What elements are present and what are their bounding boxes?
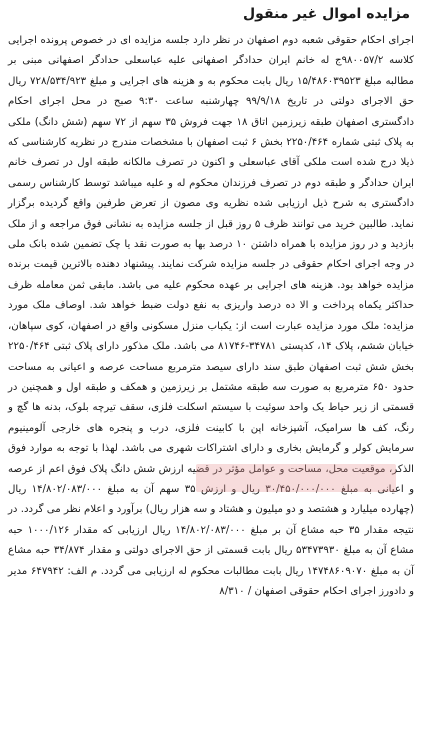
notice-title: مزایده اموال غیر منقول — [243, 6, 410, 22]
notice-body-text: اجرای احکام حقوقی شعبه دوم اصفهان در نظر دارد جلسه مزایده ای در خصوص پرونده اجرایی کلاسه ۹۸۰۰۵۷/۲ج له خانم ایران حدادگر اصفهانی علیه عباسعلی حدادگر اصفهانی مبنی بر مطالبه مبلغ ۱۵/۴۸۶۰۳۹۵۲۳ ریال بابت محکوم به و هزینه های اجرایی و مبلغ ۷۲۸/۵۳۴/۹۲۳ ریال حق الاجرای دولتی در تاریخ ۹۹/۹/۱۸ چهارشنبه ساعت ۹:۳۰ صبح در محل اجرای احکام دادگستری اصفهان طبقه زیرزمین اتاق ۱۸ جهت فروش ۳۵ سهم از ۷۲ سهم (شش دانگ) ملکی به پلاک ثبتی شماره ۲۲۵۰/۴۶۴ بخش ۶ ثبت اصفهان با مشخصات مندرج در نظریه کارشناسی که ذیلا درج شده است ملکی آقای عباسعلی و اکنون در تصرف مالکانه طبقه اول در تصرف خانم ایران حدادگر و طبقه دوم در تصرف فرزندان محکوم له و علیه میباشد توسط کارشناس رسمی دادگستری به شرح ذیل ارزیابی شده نظریه وی مصون از تعرض طرفین واقع گردیده برگزار نماید. طالبین خرید می توانند ظرف ۵ روز قبل از جلسه مزایده به نشانی فوق مراجعه و از ملک بازدید و در روز مزایده با همراه داشتن ۱۰ درصد بها به صورت نقد یا چک تضمین شده بانک ملی در وجه اجرای احکام حقوقی در جلسه مزایده شرکت نمایند. پیشنهاد دهنده بالاترین قیمت برنده مزایده خواهد بود. هزینه های اجرایی بر عهده محکوم علیه می باشد. مابقی ثمن معامله ظرف حداکثر یکماه پرداخت و الا ده درصد واریزی به نفع دولت ضبط خواهد شد. اوصاف ملک مورد مزایده: ملک مورد مزایده عبارت است از: یکباب منزل مسکونی واقع در اصفهان، کوی سپاهان، خیابان ششم، پلاک ۱۴، کدپستی ۳۴۷۸۱-۸۱۷۴۶ می باشد. ملک مذکور دارای پلاک ثبتی ۲۲۵۰/۴۶۴ بخش شش ثبت اصفهان طبق سند دارای سیصد مترمربع مساحت عرصه و اعیانی به مساحت حدود ۶۵۰ مترمربع به صورت سه طبقه مشتمل بر زیرزمین و همکف و طبقه اول و همچنین در قسمتی از زیر حیاط یک واحد سوئیت با سیستم اسکلت فلزی، سقف تیرچه بلوک، بدنه ها گچ و رنگ، کف ها سرامیک، آشپزخانه اپن با کابینت فلزی، درب و پنجره های خارجی آلومینیوم سرمایش کولر و گرمایش بخاری و دارای اشتراکات شهری می باشد. لهذا با توجه به موارد فوق الذکر، موقعیت محل، مساحت و عوامل مؤثر در قضیه ارزش شش دانگ پلاک فوق اعم از عرصه و اعیانی به مبلغ ۳۰/۴۵۰/۰۰۰/۰۰۰ ریال و ارزش ۳۵ سهم آن به مبلغ ۱۴/۸۰۲/۰۸۳/۰۰۰ ریال (چهارده میلیارد و هشتصد و دو میلیون و هشتاد و سه هزار ریال) برآورد و اعلام نظر می گردد. در نتیجه مقدار ۳۵ حبه مشاع آن بر مبلغ ۱۴/۸۰۲/۰۸۳/۰۰۰ ریال ارزیابی که مقدار ۱۰۰۰/۱۲۶ حبه مشاع آن به مبلغ ۵۳۴۷۳۹۳۰ ریال بابت قسمتی از حق الاجرای دولتی و مقدار ۳۴/۸۷۴ حبه مشاع آن به مبلغ ۱۴۷۴۸۶۰۹۰۷۰ ریال بابت مطالبات محکوم له ارزیابی می گردد. م الف: ۶۴۷۹۴۲ مدیر و دادورز اجرای احکام حقوقی اصفهان / ۸/۳۱۰ — [8, 35, 415, 597]
faded-watermark — [196, 464, 396, 492]
notice-body — [8, 31, 414, 602]
legal-notice — [8, 3, 414, 602]
